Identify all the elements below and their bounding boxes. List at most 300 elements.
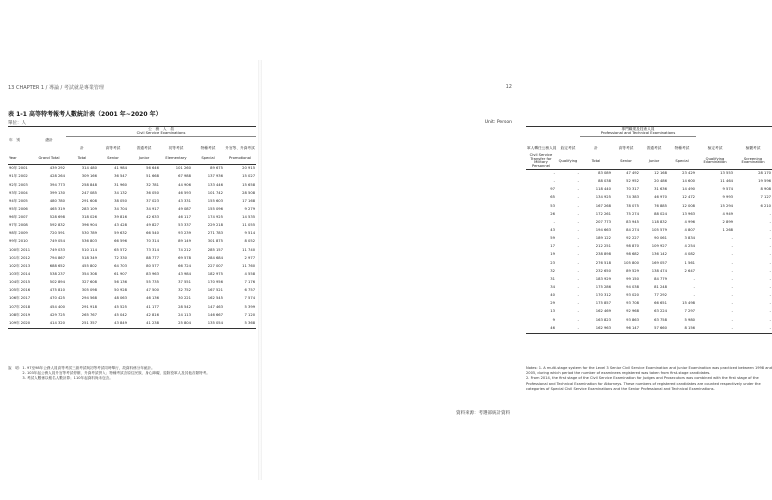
table-row	[526, 178, 772, 186]
year-cell: 91年2002	[9, 174, 28, 179]
table-cell: 194 663	[595, 228, 611, 233]
table-cell: -	[769, 228, 772, 233]
table-cell: 41 177	[146, 304, 159, 309]
table-cell: 182 975	[207, 272, 223, 277]
table-row	[526, 194, 772, 202]
table-cell: 138 474	[651, 268, 667, 273]
year-header: 年 別	[8, 127, 32, 155]
year-cell: 107年2018	[9, 304, 31, 309]
table-cell: 93 239	[178, 231, 191, 236]
table-cell: 24 113	[178, 312, 191, 317]
table-cell: 39 816	[114, 215, 127, 220]
table-cell: 428 264	[49, 174, 65, 179]
table-cell: 28 170	[758, 171, 772, 176]
table-cell: -	[577, 260, 579, 265]
table-cell: 5 399	[244, 304, 256, 309]
table-cell: 7 120	[244, 312, 256, 317]
table-cell: 34 917	[146, 206, 159, 211]
table-cell: 28 508	[242, 190, 256, 195]
table-cell: -	[731, 276, 734, 281]
table-cell: 6 757	[244, 288, 256, 293]
table-cell: 271 783	[207, 231, 223, 236]
year-cell: 93年2004	[9, 190, 28, 195]
table-cell: 9	[552, 317, 555, 322]
table-cell: 170 956	[207, 280, 223, 285]
table-cell: 5 980	[684, 317, 696, 322]
table-cell: -	[577, 195, 579, 200]
table-cell: 59 632	[114, 231, 127, 236]
year-cell: 97年2008	[9, 223, 28, 228]
table-cell: -	[769, 268, 772, 273]
table-cell: 8 908	[760, 187, 772, 192]
table-cell: 105 579	[651, 228, 667, 233]
table-cell: 12 472	[682, 195, 696, 200]
table-cell: -	[577, 187, 579, 192]
table-row	[8, 165, 256, 174]
table-cell: 118 832	[651, 219, 667, 224]
year-cell: 98年2009	[9, 231, 28, 236]
table-cell: 37 551	[178, 280, 191, 285]
table-cell: 167 521	[207, 288, 223, 293]
year-cell: 109年2020	[8, 320, 32, 329]
table-cell: 43	[550, 228, 555, 233]
table-row	[8, 198, 256, 206]
table-cell: 66 540	[146, 231, 159, 236]
table-cell: 34 132	[114, 190, 127, 195]
table-cell: 40	[550, 293, 555, 298]
table-cell: -	[693, 293, 696, 298]
table-cell: 399 130	[49, 190, 65, 195]
table-cell: 70 317	[626, 187, 639, 192]
table-cell: 720 591	[49, 231, 65, 236]
table-row	[526, 235, 772, 243]
table-cell: 2 899	[722, 219, 734, 224]
col-elementary: 初等考試	[168, 145, 184, 150]
table-cell: 170 312	[595, 293, 611, 298]
table-row	[8, 238, 256, 246]
year-cell: 100年2011	[9, 247, 31, 252]
table-cell: -	[769, 219, 772, 224]
table-row	[8, 181, 256, 189]
table-cell: 34	[550, 285, 555, 289]
table-cell: 94 038	[626, 285, 639, 289]
table-cell: 69 578	[178, 255, 191, 260]
table-cell: -	[577, 309, 579, 314]
table-cell: 12 168	[654, 171, 667, 176]
table-cell: 163 823	[595, 317, 611, 322]
table-cell: -	[731, 244, 734, 249]
table-cell: 37 023	[146, 198, 159, 203]
table-cell: 285 157	[207, 247, 223, 252]
table-cell: 26	[550, 211, 555, 216]
table-cell: 101 260	[175, 166, 191, 171]
table-cell: -	[577, 268, 579, 273]
table-cell: 396 904	[81, 223, 97, 228]
table-cell: 12 008	[682, 203, 696, 208]
table-cell: 67 988	[178, 174, 191, 179]
table-cell: 13 963	[682, 211, 696, 216]
table-cell: 80 577	[146, 263, 159, 268]
table-row	[8, 303, 256, 311]
table-cell: 394 773	[49, 182, 65, 187]
table-row	[526, 276, 772, 284]
table-cell: 189 122	[595, 236, 611, 241]
table-cell: 56 646	[146, 166, 159, 171]
table-cell: 45 525	[114, 304, 127, 309]
table-cell: 13 553	[720, 171, 734, 176]
table-cell: -	[553, 179, 555, 184]
table-cell: 36 050	[146, 190, 159, 195]
table-cell: 9 993	[722, 195, 734, 200]
running-header-left: 13 CHAPTER 1 / 導論 / 考試就是專業管理	[8, 85, 104, 91]
table-row	[526, 324, 772, 333]
table-cell: 72 330	[114, 255, 127, 260]
table-cell: 4 254	[684, 244, 696, 249]
table-cell: 238 898	[595, 252, 611, 257]
table-cell: 98 870	[626, 244, 639, 249]
table-row	[526, 243, 772, 251]
table-cell: 56 136	[114, 280, 127, 285]
table-cell: 52 952	[626, 179, 639, 184]
grand-total-header: 總計	[32, 127, 66, 155]
table-row	[8, 320, 256, 329]
table-row	[526, 292, 772, 300]
table-cell: 32	[550, 268, 555, 273]
table-cell: 81 248	[654, 285, 667, 289]
table-cell: 93 863	[626, 317, 639, 322]
table-cell: 247 085	[81, 190, 97, 195]
civil-service-group-header: 公 務 人 員 Civil Service Examinations	[66, 127, 256, 137]
table-cell: 55 735	[146, 280, 159, 285]
table-cell: 15 027	[242, 174, 256, 179]
table-cell: -	[553, 219, 555, 224]
table-cell: 465 319	[49, 206, 65, 211]
table-cell: 1 268	[722, 228, 734, 233]
table-cell: 749 054	[49, 239, 65, 244]
table-row	[526, 284, 772, 292]
table-cell: 101 742	[207, 190, 223, 195]
table-row	[526, 251, 772, 259]
table-cell: 414 320	[32, 320, 66, 329]
table-cell: -	[769, 309, 772, 314]
table-row	[526, 186, 772, 194]
table-cell: -	[577, 317, 579, 322]
table-cell: 57 660	[640, 324, 668, 333]
table-cell: 44 906	[178, 182, 191, 187]
table-cell: 175 286	[595, 285, 611, 289]
table-cell: -	[577, 203, 579, 208]
table-cell: 88 777	[146, 255, 159, 260]
table-cell: 41 238	[128, 320, 160, 329]
table-cell: 212 251	[595, 244, 611, 249]
table-cell: 502 894	[49, 280, 65, 285]
table-cell: -	[693, 276, 696, 281]
table-cell: 66 596	[114, 239, 127, 244]
table-cell: 169 057	[651, 260, 667, 265]
table-cell: -	[769, 252, 772, 257]
table-cell: -	[769, 260, 772, 265]
table-cell: -	[577, 244, 579, 249]
table-cell: 175 857	[595, 301, 611, 306]
table-cell: 59	[550, 236, 555, 241]
table-cell: 89 675	[210, 166, 223, 171]
table-cell: 66 724	[178, 263, 191, 268]
table-cell: 229 218	[207, 223, 223, 228]
table-cell: 66 651	[654, 301, 667, 306]
table-row	[526, 169, 772, 178]
table-cell: 167 268	[595, 203, 611, 208]
table-cell: 89 149	[178, 239, 191, 244]
table-cell: 51 668	[146, 174, 159, 179]
table-cell: 207 773	[595, 219, 611, 224]
year-cell: 92年2003	[9, 182, 28, 187]
table-row	[8, 206, 256, 214]
table-cell: -	[577, 171, 579, 176]
table-row	[8, 173, 256, 181]
table-cell: -	[553, 171, 555, 176]
table-cell: -	[769, 211, 772, 216]
col-prof-total: 計	[594, 145, 598, 150]
table-cell: -	[577, 179, 579, 184]
table-cell: 9 514	[244, 231, 256, 236]
table-row	[526, 316, 772, 324]
table-cell: 31 636	[654, 187, 667, 192]
table-cell: 20 486	[654, 179, 667, 184]
year-cell: 102年2013	[9, 263, 31, 268]
table-cell: 294 568	[81, 296, 97, 301]
table-cell: -	[577, 276, 579, 281]
unit-label-en: Unit: Person	[484, 120, 512, 125]
table-cell: 305 098	[81, 288, 97, 293]
table-cell: 5 368	[224, 320, 256, 329]
table-cell: -	[577, 285, 579, 289]
table-cell: 31	[550, 276, 555, 281]
data-source: 資料來源：考選部統計資料	[456, 411, 510, 416]
table-cell: -	[734, 324, 772, 333]
table-cell: 528 698	[49, 215, 65, 220]
table-cell: 15 658	[242, 182, 256, 187]
table-cell: 7 127	[760, 195, 772, 200]
table-cell: 538 237	[49, 272, 65, 277]
table-cell: 23 429	[682, 171, 696, 176]
table-cell: -	[731, 293, 734, 298]
table-cell: 8 156	[668, 324, 696, 333]
table-cell: 6 210	[760, 203, 772, 208]
table-cell: 8 052	[244, 239, 256, 244]
col-military-transfer: 軍人轉任公務人員	[527, 145, 557, 150]
unit-label: 單位：人	[8, 121, 26, 126]
table-row	[8, 255, 256, 263]
table-cell: 46 970	[654, 195, 667, 200]
table-row	[8, 271, 256, 279]
table-cell: -	[769, 236, 772, 241]
table-cell: 83 963	[146, 272, 159, 277]
table-cell: 133 446	[207, 182, 223, 187]
year-cell: 104年2015	[9, 280, 31, 285]
table-cell: 84 779	[654, 276, 667, 281]
table-cell: 530 789	[81, 231, 97, 236]
table-cell: 25 804	[160, 320, 192, 329]
table-cell: 42 816	[146, 312, 159, 317]
table-cell: 7 297	[684, 309, 696, 314]
table-cell: 43 849	[98, 320, 128, 329]
table-cell: 46 117	[178, 215, 191, 220]
table-cell: 53 337	[178, 223, 191, 228]
table-cell: 97	[550, 187, 555, 192]
table-cell: 162 469	[595, 309, 611, 314]
table-row	[8, 214, 256, 222]
table-cell: -	[769, 276, 772, 281]
table-cell: 510 114	[81, 247, 97, 252]
table-cell: 20 915	[242, 166, 256, 171]
table-cell: 7 176	[244, 280, 256, 285]
table-cell: 3 834	[684, 236, 696, 241]
year-cell: 108年2019	[9, 312, 31, 317]
table-cell: 73 314	[146, 247, 159, 252]
table-cell: 92 227	[626, 236, 639, 241]
table-cell: -	[731, 268, 734, 273]
table-cell: 4 807	[684, 228, 696, 233]
table-cell: 137 936	[207, 174, 223, 179]
table-cell: 354 308	[81, 272, 97, 277]
table-cell: 32 752	[178, 288, 191, 293]
left-page	[0, 0, 260, 500]
table-cell: 96 147	[612, 324, 640, 333]
table-cell: 2 647	[684, 268, 696, 273]
year-cell: 106年2017	[9, 296, 31, 301]
table-cell: -	[731, 252, 734, 257]
table-cell: 77 292	[654, 293, 667, 298]
table-cell: 41 984	[114, 166, 127, 171]
table-row	[526, 227, 772, 235]
table-cell: 17 168	[242, 198, 256, 203]
table-cell: 88 024	[654, 211, 667, 216]
table-cell: 48 063	[114, 296, 127, 301]
table-cell: 11 464	[720, 179, 734, 184]
table-cell: 65	[550, 195, 555, 200]
table-row	[8, 189, 256, 197]
table-cell: 15 294	[720, 203, 734, 208]
year-cell: 95年2006	[9, 206, 28, 211]
table-cell: 162 963	[580, 324, 612, 333]
notes-chinese: 說 明：1. 97至98年公務人員高等考試三級考試與初等考試同時舉行，故資料係分年統計。 2. 103年起公務人員升官等考試停辦，升資考試併入；特種考試含原住民族、身心障礙、退除役軍人及其他各類特考。 3. 考試人數係以報名人數計算；110年起資料尚未包含。	[8, 366, 210, 381]
right-table: 專門職業及技術人員 Professional and Technical Examinations 軍人轉任公務人員 銓定考試 計 高等考試 普通考試 特種考試 檢定考試 檢覈考試 Civil Service Transfer for Military Personnel Qualifying Total Senior Junior Special Qualifying Examination Screening Examination - - 83 089 47 492 12 168 23 429 13 553 28 170 - - 88 038 52 952 20 486 14 600 11 464 19 596 97 - 118 440 70 317 31 636 14 490 9 574 8 908 65 - 134 925 74 383 46 970 12 472 9 993 7 127 53 - 167 268 78 075 76 885 12 008 15 294 6 210 26 - 172 261 75 274 88 024 13 963 4 949 - - - 207 773 83 945 118 832 4 996 2 899 - 43 - 194 663 84 274 105 579 4 807 1 268 - 59 - 189 122 92 227 90 061 3 834 - - 17 - 212 251 98 870 109 927 4 254 - - 19 - 238 898 98 682 136 142 4 082 - - 23 - 276 518 105 800 169 057 1 561 - - 32 - 232 650 89 529 138 474 2 647 - - 31 - 183 929 99 150 84 779 - - - 34 - 175 286 94 038 81 248 - - - 40 - 170 312 93 020 77 292 - - - 29 - 175 857 93 708 66 651 15 498 - - 13 - 162 469 92 968 63 224 7 297 - - 9 - 163 823 93 863 63 758 5 980 - - 46 - 162 963 96 147 57 660 8 156 - -	[526, 126, 772, 334]
table-cell: -	[577, 301, 579, 306]
table-cell: -	[769, 244, 772, 249]
table-cell: 74 212	[178, 247, 191, 252]
table-cell: 19 596	[758, 179, 772, 184]
table-cell: 47 492	[626, 171, 639, 176]
table-cell: 83 089	[598, 171, 611, 176]
table-cell: 470 425	[49, 296, 65, 301]
table-cell: 11 055	[242, 223, 256, 228]
table-cell: 88 038	[598, 179, 611, 184]
table-cell: -	[769, 285, 772, 289]
table-cell: 14 600	[682, 179, 696, 184]
col-prof-special: 特種考試	[674, 145, 690, 150]
table-cell: -	[696, 324, 734, 333]
table-row	[8, 230, 256, 238]
table-cell: 46 593	[178, 190, 191, 195]
table-cell: 291 608	[81, 198, 97, 203]
table-cell: 283 109	[81, 206, 97, 211]
table-cell: 301 875	[207, 239, 223, 244]
table-cell: 291 918	[81, 304, 97, 309]
table-cell: 136 142	[651, 252, 667, 257]
table-row	[526, 219, 772, 227]
table-cell: 31 960	[114, 182, 127, 187]
table-cell: 49 087	[178, 206, 191, 211]
table-row	[526, 308, 772, 316]
table-row	[8, 246, 256, 254]
year-cell: 99年2010	[9, 239, 28, 244]
table-cell: 7 574	[244, 296, 256, 301]
year-cell: 94年2005	[9, 198, 28, 203]
table-cell: 265 767	[81, 312, 97, 317]
table-cell: 65 572	[114, 247, 127, 252]
table-cell: 84 274	[626, 228, 639, 233]
year-cell: 90年2001	[9, 166, 28, 171]
table-cell: 439 292	[49, 166, 65, 171]
table-row	[8, 287, 256, 295]
table-cell: 46	[526, 324, 556, 333]
table-cell: 134 925	[595, 195, 611, 200]
table-cell: 17	[550, 244, 555, 249]
table-cell: 11 740	[242, 247, 256, 252]
table-cell: -	[577, 211, 579, 216]
table-cell: -	[577, 228, 579, 233]
col-total: 計	[80, 145, 84, 150]
table-row	[8, 263, 256, 271]
table-cell: 109 927	[651, 244, 667, 249]
table-cell: 162 545	[207, 296, 223, 301]
table-cell: -	[731, 301, 734, 306]
table-row	[8, 295, 256, 303]
table-cell: 89 529	[626, 268, 639, 273]
table-cell: 227 007	[207, 263, 223, 268]
year-cell: 101年2012	[9, 255, 31, 260]
table-cell: 47 500	[146, 288, 159, 293]
table-cell: 4 558	[244, 272, 256, 277]
table-cell: 29	[550, 301, 555, 306]
table-cell: 38 050	[114, 198, 127, 203]
table-cell: 19	[550, 252, 555, 257]
right-page	[260, 0, 772, 500]
col-screening-exam: 檢覈考試	[745, 145, 761, 150]
table-cell: 93 020	[626, 293, 639, 298]
table-cell: 251 357	[66, 320, 98, 329]
table-cell: 4 949	[722, 211, 734, 216]
table-cell: 1 561	[684, 260, 696, 265]
col-qualifying-exam: 檢定考試	[707, 145, 723, 150]
table-cell: 284 684	[207, 255, 223, 260]
table-cell: -	[731, 236, 734, 241]
notes-english: Notes: 1. A multi-stage system for the Level 3 Senior Civil Service Examination and Junior Examination was practiced between 1998 and 2005, during which period the number of examinees registered was taken from first-stage candidates. 2. From 2014, the first stage of the Civil Service Examination for Judges and Prosecutors was combined with the first stage of the Professional and Technical Examination for Attorneys. These numbers of registered candidates are counted respectively under the categories of Special Civil Service Examinations and the Senior Professional and Technical Examinations.	[526, 366, 772, 391]
table-cell: -	[693, 285, 696, 289]
table-cell: 105 800	[623, 260, 639, 265]
table-cell: 749 033	[49, 247, 65, 252]
table-cell: 4 996	[684, 219, 696, 224]
col-senior: 高等考試	[105, 145, 121, 150]
table-cell: 92 968	[626, 309, 639, 314]
table-row	[8, 312, 256, 320]
table-cell: -	[577, 293, 579, 298]
table-cell: 455 802	[81, 263, 97, 268]
table-cell: 314 480	[81, 166, 97, 171]
professional-group-header: 專門職業及技術人員 Professional and Technical Examinations	[580, 127, 696, 137]
table-cell: 14 490	[682, 187, 696, 192]
col-junior: 普通考試	[136, 145, 152, 150]
